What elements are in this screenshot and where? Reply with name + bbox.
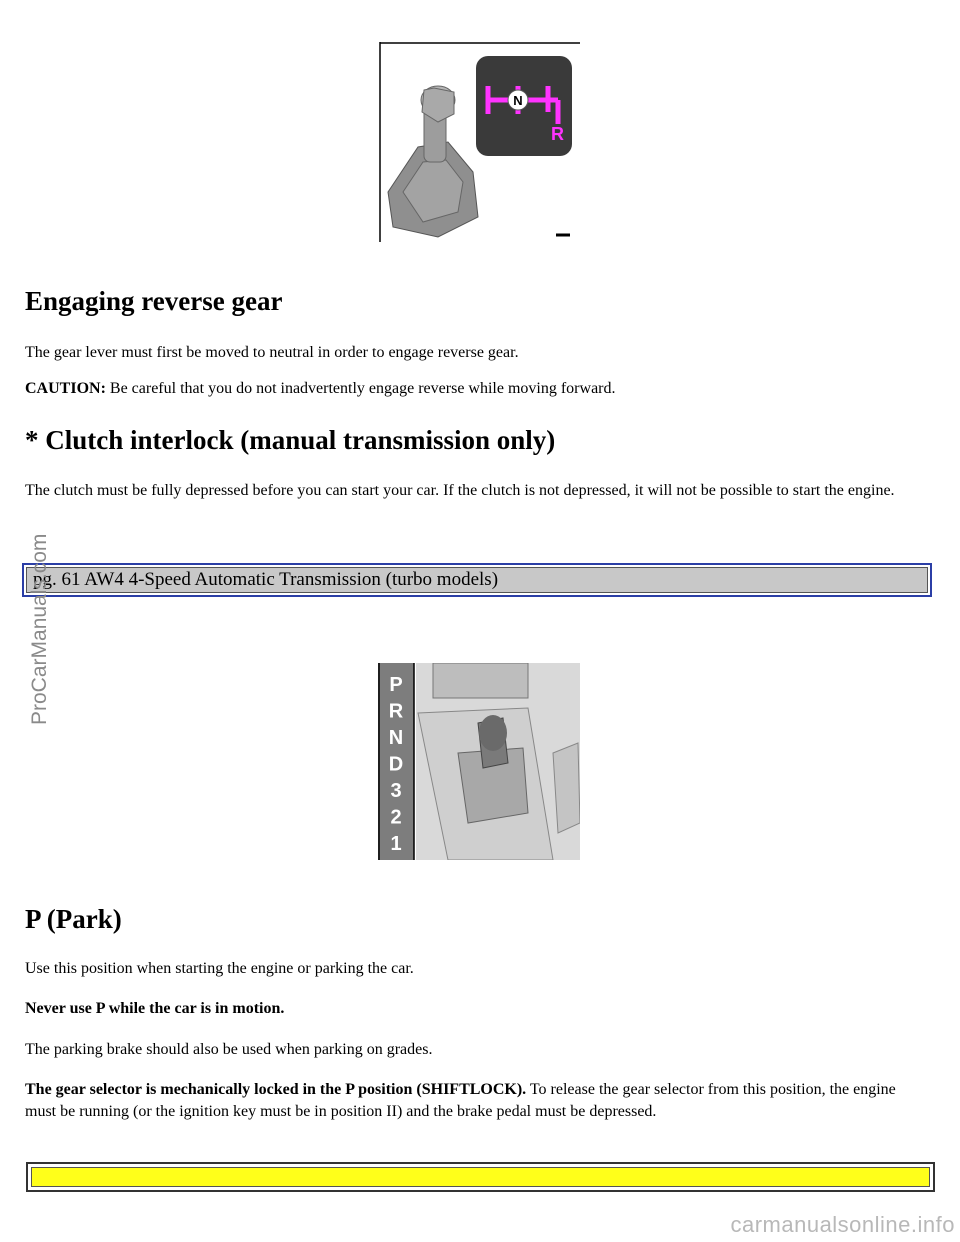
- park-p4-bold: The gear selector is mechanically locked in the P position (SHIFTLOCK).: [25, 1081, 527, 1098]
- selector-illustration: [378, 663, 580, 860]
- reverse-body: The gear lever must first be moved to neutral in order to engage reverse gear.: [25, 344, 519, 361]
- shift-neutral-label: N: [513, 93, 523, 108]
- selector-position-N: N: [388, 727, 404, 749]
- caution-text: Be careful that you do not inadvertently engage reverse while moving forward.: [105, 380, 616, 397]
- bottom-watermark: carmanualsonline.info: [730, 1212, 955, 1237]
- caution-label: CAUTION:: [25, 380, 106, 397]
- selector-position-R: R: [388, 700, 404, 723]
- caution-paragraph: [25, 378, 930, 400]
- park-p4: [25, 1079, 930, 1123]
- warning-box: [26, 1162, 935, 1192]
- page-section-bar: [22, 563, 932, 597]
- selector-position-D: D: [388, 753, 404, 776]
- automatic-selector-figure: [378, 663, 580, 860]
- park-p4-text: To release the gear selector from this position, the engine must be running (or the ignition key must be in position II) and the brake pedal must be depressed.: [25, 1081, 896, 1120]
- warning-box-fill: [31, 1167, 930, 1187]
- page-section-title: pg. 61 AW4 4-Speed Automatic Transmission (turbo models): [26, 567, 928, 593]
- clutch-heading: * Clutch interlock (manual transmission only): [25, 425, 556, 455]
- selector-position-1: 1: [390, 833, 402, 855]
- park-heading: P (Park): [25, 904, 122, 934]
- clutch-body: The clutch must be fully depressed before you can start your car. If the clutch is not depressed, it will not be possible to start the engine.: [25, 482, 895, 499]
- side-watermark: [0, 500, 60, 750]
- selector-position-2: 2: [390, 806, 402, 829]
- side-watermark-text: ProCarManuals.com: [28, 533, 51, 725]
- park-p3: The parking brake should also be used when parking on grades.: [25, 1041, 433, 1058]
- selector-position-P: P: [389, 674, 403, 696]
- selector-position-3: 3: [390, 780, 402, 802]
- gear-lever-illustration: [378, 42, 580, 242]
- park-p2-bold: Never use P while the car is in motion.: [25, 1000, 285, 1017]
- shift-reverse-label: R: [551, 124, 564, 144]
- manual-gear-lever-figure: [378, 42, 580, 242]
- park-p2: [25, 998, 930, 1020]
- reverse-heading: Engaging reverse gear: [25, 286, 283, 316]
- park-p1: Use this position when starting the engine or parking the car.: [25, 960, 414, 977]
